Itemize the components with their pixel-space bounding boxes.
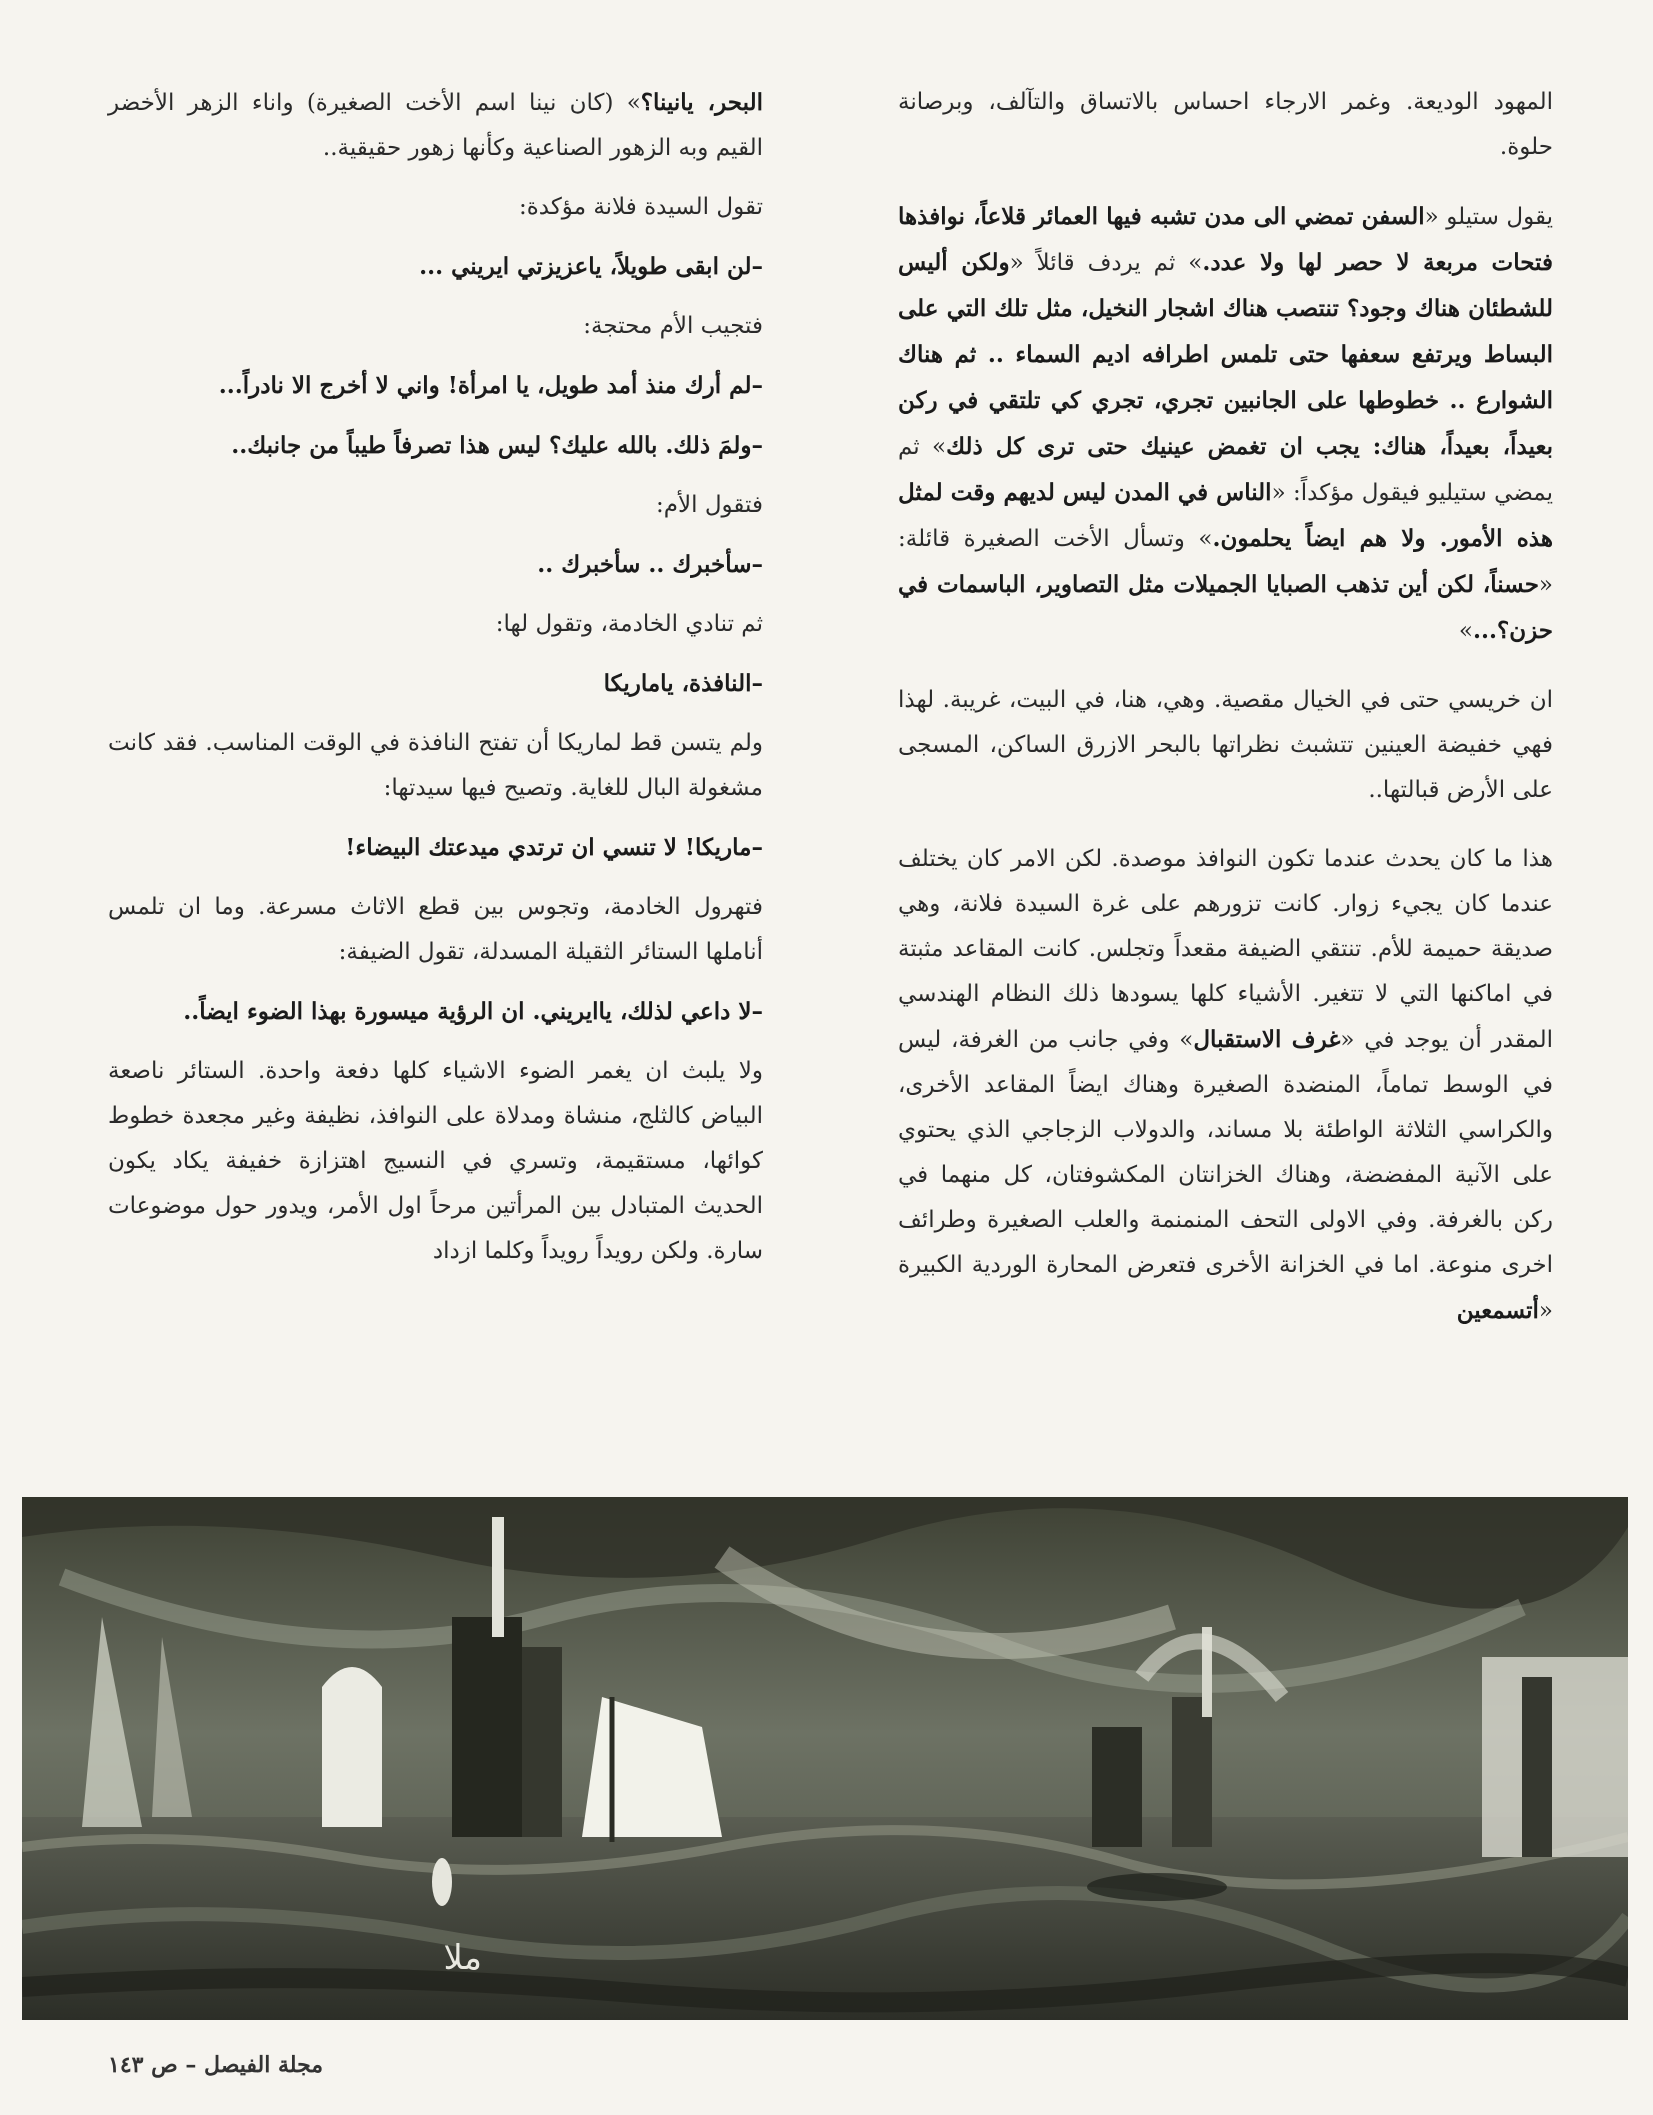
text-run: ولم يتسن قط لماريكا أن تفتح النافذة في الوقت المناسب. فقد كانت مشغولة البال للغاية. وتصيح فيها سيدتها: [108,730,763,801]
bold-text-run: –ماريكا! لا تنسي ان ترتدي ميدعتك البيضاء! [345,834,763,861]
paragraph [108,602,763,647]
text-run: » ثم يمضي ستيليو فيقول مؤكداً: « [898,434,1553,506]
paragraph [108,363,763,409]
bold-text-run: حسناً، لكن أين تذهب الصبايا الجميلات مثل التصاوير، الباسمات في حزن؟... [898,571,1553,644]
text-run: فتقول الأم: [656,492,763,518]
text-run: فتجيب الأم محتجة: [583,313,763,339]
bold-text-run: ولكن أليس للشطئان هناك وجود؟ تنتصب هناك اشجار النخيل، مثل تلك التي على البساط ويرتفع سعفها حتى تلمس اطرافه اديم السماء .. ثم هناك الشوارع .. خطوطها على الجانبين تجري، تجري كي تلتقي في ركن بعيداً، بعيداً، هناك: يجب ان تغمض عينيك حتى ترى كل ذلك [898,249,1554,460]
bold-text-run: –لم أرك منذ أمد طويل، يا امرأة! واني لا أخرج الا نادراً... [218,372,763,399]
paragraph [108,423,763,469]
paragraph [108,1049,763,1274]
harbor-painting-illustration [22,1497,1628,2020]
right-text-column [898,80,1553,1358]
text-run: ولا يلبث ان يغمر الضوء الاشياء كلها دفعة واحدة. الستائر ناصعة البياض كالثلج، منشاة ومدلاة على النوافذ، نظيفة وغير مجعدة خطوط كوائها، مستقيمة، وتسري في النسيج اهتزازة خفيفة يكاد يكون الحديث المتبادل بين المرأتين مرحاً اول الأمر، ويدور حول موضوعات سارة. ولكن رويداً رويداً وكلما ازداد [108,1058,763,1264]
text-run: » وفي جانب من الغرفة، ليس في الوسط تماماً، المنضدة الصغيرة وهناك ايضاً المقاعد الأخرى، والكراسي الثلاثة الواطئة بلا مساند، والدولاب الزجاجي الذي يحتوي على الآنية المفضضة، وهناك الخزانتان المكشوفتان، كل منهما في ركن بالغرفة. وفي الاولى التحف المنمنمة والعلب الصغيرة وطرائف اخرى منوعة. اما في الخزانة الأخرى فتعرض المحارة الوردية الكبيرة « [898,1027,1553,1324]
text-run: يقول ستيلو « [1424,204,1553,230]
bold-text-run: –سأخبرك .. سأخبرك .. [537,551,763,578]
page-footer: مجلة الفيصل – ص ١٤٣ [108,2052,324,2078]
text-run: » [1458,618,1473,644]
paragraph [108,542,763,588]
bold-text-run: غرف الاستقبال [1193,1026,1341,1053]
bold-text-run: –لا داعي لذلك، ياايريني. ان الرؤية ميسورة بهذا الضوء ايضاً.. [183,998,763,1025]
paragraph [108,825,763,871]
paragraph [898,678,1553,813]
paragraph [108,304,763,349]
paragraph [108,185,763,230]
text-run: » وتسأل الأخت الصغيرة قائلة: « [898,526,1553,598]
text-run: ان خريسي حتى في الخيال مقصية. وهي، هنا، في البيت، غريبة. لهذا فهي خفيضة العينين تتشبث نظراتها بالبحر الازرق الساكن، المسجى على الأرض قبالتها.. [898,687,1553,803]
paragraph [898,80,1553,170]
paragraph [108,661,763,707]
text-run: فتهرول الخادمة، وتجوس بين قطع الاثاث مسرعة. وما ان تلمس أناملها الستائر الثقيلة المسدلة، تقول الضيفة: [108,894,763,965]
paragraph [108,483,763,528]
text-run: المهود الوديعة. وغمر الارجاء احساس بالاتساق والتآلف، وبرصانة حلوة. [898,89,1553,160]
bold-text-run: أتسمعين [1456,1297,1539,1324]
text-run: ثم تنادي الخادمة، وتقول لها: [495,611,763,637]
bold-text-run: البحر، يانينا؟ [640,89,763,116]
left-text-column [108,80,763,1298]
painter-signature: ملا [443,1938,482,1978]
bold-text-run: –النافذة، ياماريكا [603,670,763,697]
paragraph [108,80,763,171]
paragraph [898,837,1553,1334]
bold-text-run: السفن تمضي الى مدن تشبه فيها العمائر قلاعاً، نوافذها فتحات مربعة لا حصر لها ولا عدد. [898,203,1553,276]
text-run: » (كان نينا اسم الأخت الصغيرة) واناء الزهر الأخضر القيم وبه الزهور الصناعية وكأنها زهور حقيقية.. [108,90,763,161]
text-run: » ثم يردف قائلاً « [1009,250,1203,276]
bold-text-run: –ولمَ ذلك. بالله عليك؟ ليس هذا تصرفاً طيباً من جانبك.. [231,432,763,459]
paragraph [108,989,763,1035]
text-run: تقول السيدة فلانة مؤكدة: [518,194,763,220]
paragraph [108,721,763,811]
text-run: هذا ما كان يحدث عندما تكون النوافذ موصدة. لكن الامر كان يختلف عندما كان يجيء زوار. كانت تزورهم على غرة السيدة فلانة، وهي صديقة حميمة للأم. تنتقي الضيفة مقعداً وتجلس. كانت المقاعد مثبتة في اماكنها التي لا تتغير. الأشياء كلها يسودها ذلك النظام الهندسي المقدر أن يوجد في « [898,846,1553,1053]
paragraph [108,244,763,290]
bold-text-run: الناس في المدن ليس لديهم وقت لمثل هذه الأمور. ولا هم ايضاً يحلمون. [898,479,1553,552]
paragraph [108,885,763,975]
paragraph [898,194,1553,654]
bold-text-run: –لن ابقى طويلاً، ياعزيزتي ايريني ... [419,253,763,280]
